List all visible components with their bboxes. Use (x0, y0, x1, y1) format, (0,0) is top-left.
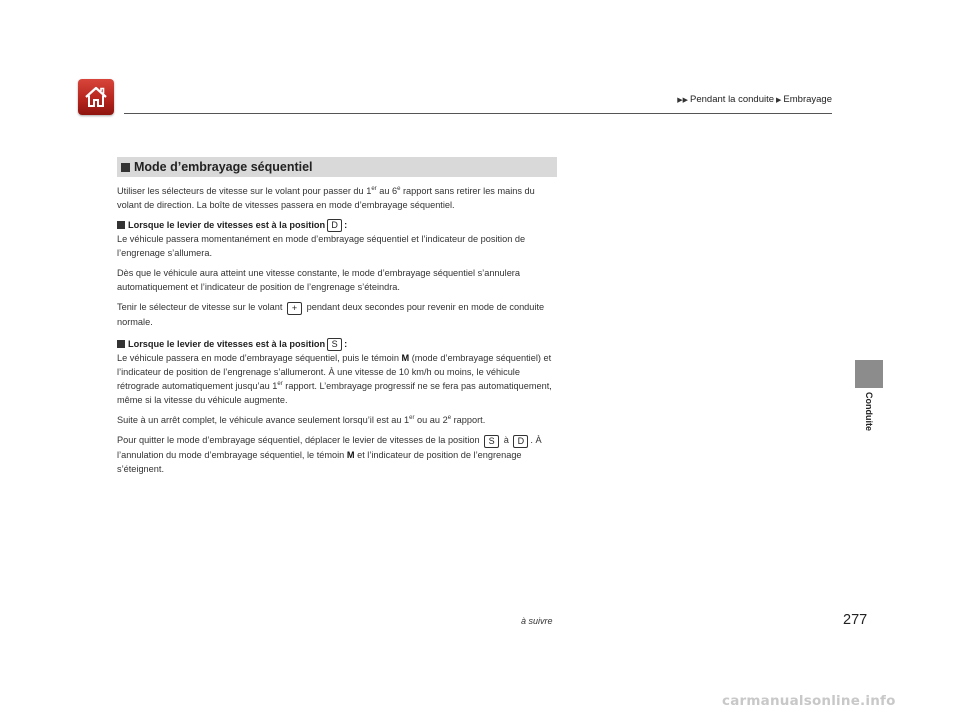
key-d-icon: D (327, 219, 342, 232)
indicator-m: M (401, 353, 410, 363)
continue-note: à suivre (521, 616, 553, 626)
chapter-tab[interactable] (855, 360, 883, 388)
breadcrumb-arrow-icon: ▶▶ (677, 96, 689, 104)
home-button[interactable] (78, 79, 114, 115)
paragraph-d-3: Tenir le sélecteur de vitesse sur le volant + pendant deux secondes pour revenir en mode de conduite normale. (117, 302, 545, 327)
breadcrumb (677, 94, 832, 105)
paragraph-s-1: Le véhicule passera en mode d’embrayage séquentiel, puis le témoin M (mode d’embrayage séquentiel) et l’indicateur de position de l’engrenage s’allumeront. À une vitesse de 10 km/h ou moins, le véhicule rétrograde automatiquement jusqu’au 1er rapport. L’embrayage progressif ne se fera pas automatiquement, même si la vitesse du véhicule augmente. (117, 353, 552, 405)
square-bullet-icon (117, 221, 125, 229)
key-s-icon: S (484, 435, 499, 448)
paragraph-d-1: Le véhicule passera momentanément en mode d’embrayage séquentiel et l’indicateur de position de l’engrenage s’allumera. (117, 234, 526, 258)
key-plus-icon: + (287, 302, 302, 315)
page-number: 277 (843, 612, 868, 628)
subheading-position-d: Lorsque le levier de vitesses est à la position D : (117, 218, 557, 232)
section-title: Mode d’embrayage séquentiel (134, 160, 313, 174)
square-bullet-icon (117, 340, 125, 348)
watermark: carmanualsonline.info (722, 693, 896, 709)
header-divider (124, 113, 832, 114)
paragraph-s-2: Suite à un arrêt complet, le véhicule avance seulement lorsqu’il est au 1er ou au 2e rapport. (117, 415, 486, 425)
breadcrumb-arrow-icon: ▶ (776, 96, 782, 104)
key-d-icon: D (513, 435, 528, 448)
breadcrumb-item-2[interactable]: Embrayage (783, 94, 832, 105)
indicator-m: M (346, 450, 355, 460)
breadcrumb-item-1[interactable]: Pendant la conduite (690, 94, 775, 105)
intro-paragraph: Utiliser les sélecteurs de vitesse sur le volant pour passer du 1er au 6e rapport sans retirer les mains du volant de direction. La boîte de vitesses passera en mode d’embrayage séquentiel. (117, 186, 535, 210)
home-icon (83, 84, 109, 110)
subheading-position-s: Lorsque le levier de vitesses est à la position S : (117, 337, 557, 351)
section-header (117, 157, 557, 177)
chapter-tab-label: Conduite (864, 392, 874, 431)
key-s-icon: S (327, 338, 342, 351)
square-bullet-icon (121, 163, 130, 172)
paragraph-s-3: Pour quitter le mode d’embrayage séquentiel, déplacer le levier de vitesses de la position S à D . À l’annulation du mode d’embrayage séquentiel, le témoin M et l’indicateur de position de l’engrenage s’éteignent. (117, 435, 542, 474)
main-content (117, 157, 557, 482)
paragraph-d-2: Dès que le véhicule aura atteint une vitesse constante, le mode d’embrayage séquentiel s’annulera automatiquement et l’indicateur de position de l’engrenage s’éteindra. (117, 268, 520, 292)
